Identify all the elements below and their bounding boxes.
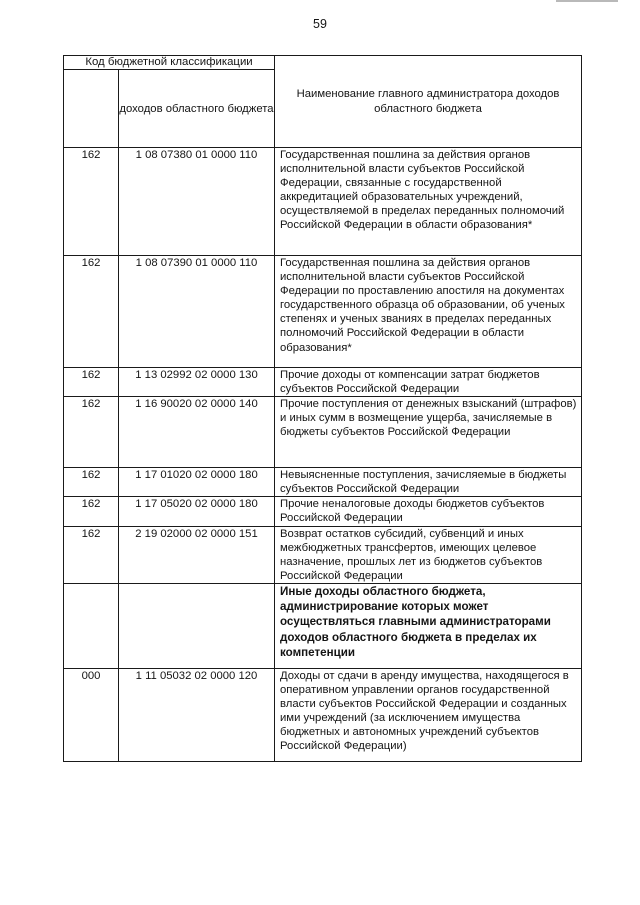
table-header-row [64,56,582,70]
header-income-code: доходов областного бюджета [119,70,275,148]
table-row [64,397,582,468]
budget-classification-table [63,55,582,762]
income-code-cell: 1 13 02992 02 0000 130 [119,368,275,397]
table-row [64,368,582,397]
income-code-cell: 1 08 07390 01 0000 110 [119,256,275,368]
income-code-cell: 1 08 07380 01 0000 110 [119,148,275,256]
administrator-name-cell: Возврат остатков субсидий, субвенций и иных межбюджетных трансфертов, имеющих целевое назначение, прошлых лет из бюджетов субъектов Российской Федерации [275,526,582,583]
admin-code-cell [64,583,119,668]
admin-code-cell: 162 [64,397,119,468]
table-row [64,668,582,761]
header-classification-code: Код бюджетной классификации [64,56,275,70]
income-code-cell: 1 11 05032 02 0000 120 [119,668,275,761]
administrator-name-cell: Доходы от сдачи в аренду имущества, находящегося в оперативном управлении органов государственной власти субъектов Российской Федерации и созданных ими учреждений (за исключением имущества бюджетных и автономных учреждений субъектов Российской Федерации) [275,668,582,761]
admin-code-cell: 162 [64,368,119,397]
table-row [64,468,582,497]
income-code-cell: 1 17 01020 02 0000 180 [119,468,275,497]
scan-corner-mark [556,0,618,2]
administrator-name-cell: Невыясненные поступления, зачисляемые в бюджеты субъектов Российской Федерации [275,468,582,497]
table-body [64,148,582,762]
page-number: 59 [313,17,327,31]
table-row [64,583,582,668]
table-row [64,497,582,526]
administrator-name-cell: Прочие поступления от денежных взысканий (штрафов) и иных сумм в возмещение ущерба, зачисляемые в бюджеты субъектов Российской Федерации [275,397,582,468]
admin-code-cell: 000 [64,668,119,761]
table-row [64,256,582,368]
administrator-name-cell: Прочие неналоговые доходы бюджетов субъектов Российской Федерации [275,497,582,526]
header-admin-code-cell [64,70,119,148]
header-administrator-name: Наименование главного администратора доходов областного бюджета [275,56,582,148]
admin-code-cell: 162 [64,526,119,583]
admin-code-cell: 162 [64,468,119,497]
income-code-cell: 1 17 05020 02 0000 180 [119,497,275,526]
income-code-cell [119,583,275,668]
income-code-cell: 1 16 90020 02 0000 140 [119,397,275,468]
table-row [64,526,582,583]
administrator-name-cell: Прочие доходы от компенсации затрат бюджетов субъектов Российской Федерации [275,368,582,397]
administrator-name-cell: Государственная пошлина за действия органов исполнительной власти субъектов Российской Федерации, связанные с государственной аккредитацией образовательных учреждений, осуществляемой в пределах переданных полномочий Российской Федерации в области образования* [275,148,582,256]
admin-code-cell: 162 [64,497,119,526]
administrator-name-cell: Государственная пошлина за действия органов исполнительной власти субъектов Российской Федерации по проставлению апостиля на документах государственного образца об образовании, об ученых степенях и ученых званиях в пределах переданных полномочий Российской Федерации в области образования* [275,256,582,368]
admin-code-cell: 162 [64,148,119,256]
administrator-name-cell: Иные доходы областного бюджета, администрирование которых может осуществляться главными администраторами доходов областного бюджета в пределах их компетенции [275,583,582,668]
admin-code-cell: 162 [64,256,119,368]
income-code-cell: 2 19 02000 02 0000 151 [119,526,275,583]
table-row [64,148,582,256]
